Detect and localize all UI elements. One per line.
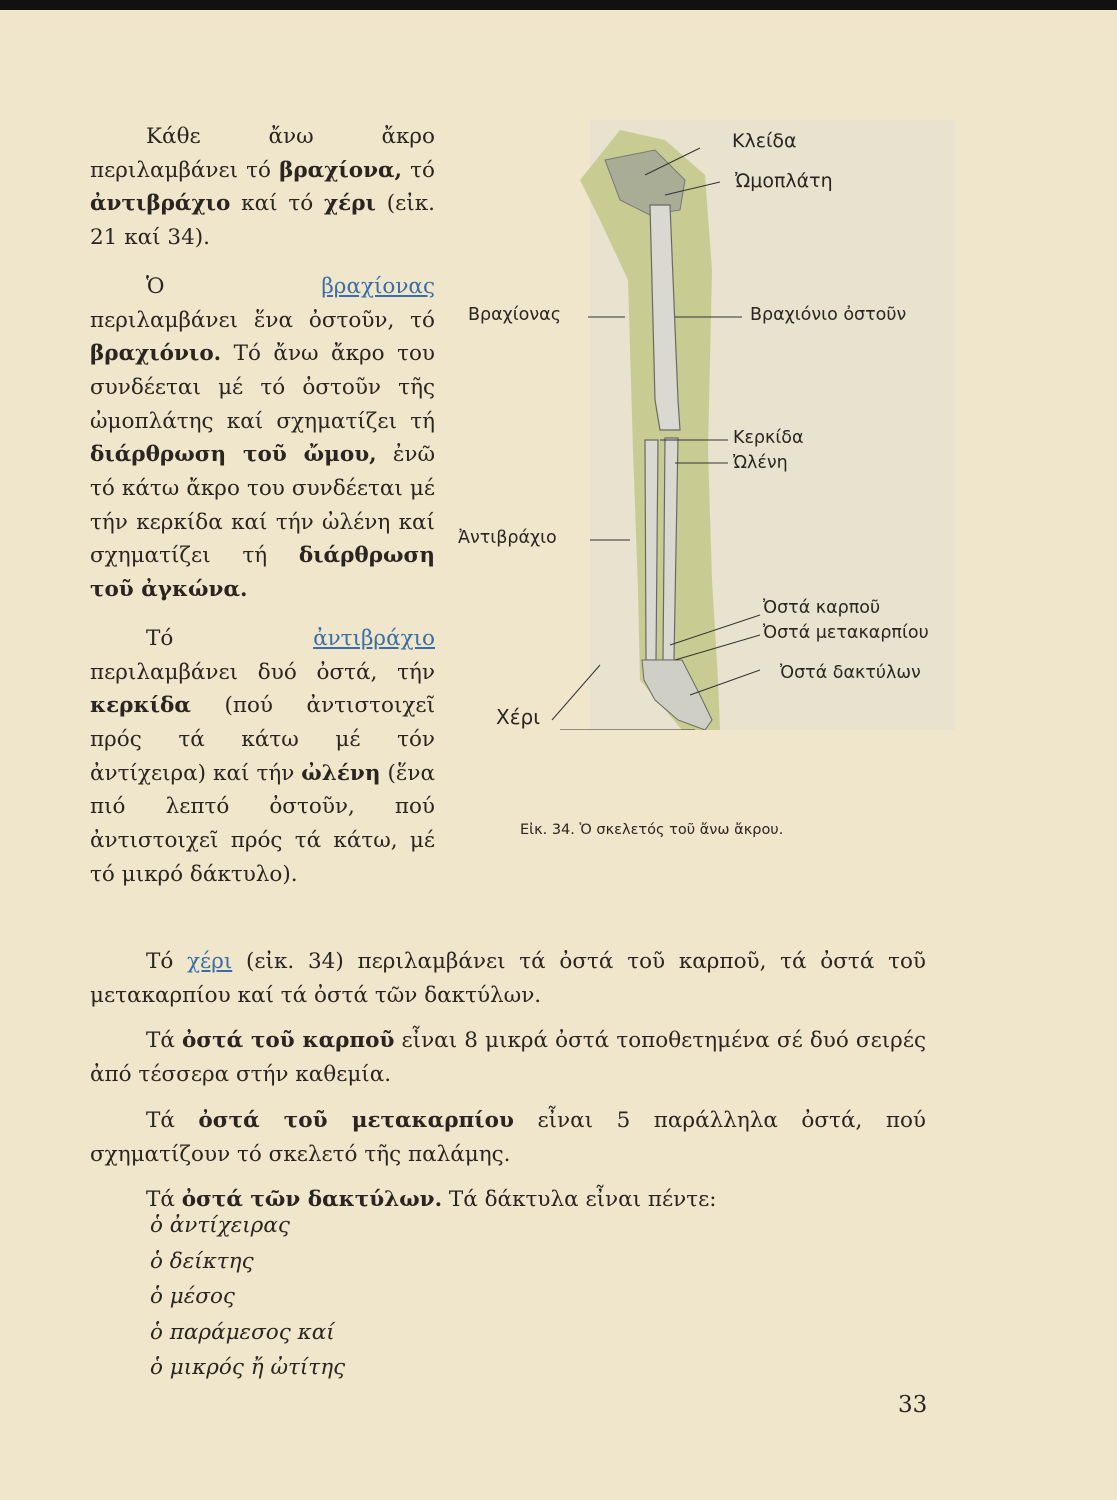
glossary-term: χέρι [187, 949, 233, 974]
label-arm: Βραχίονας [468, 305, 561, 325]
bold-term: κερκίδα [90, 693, 191, 719]
bold-term: ὠλένη [301, 760, 381, 786]
paragraph-forearm [90, 622, 435, 892]
paragraph-arm [90, 270, 435, 607]
left-column-text [90, 120, 435, 906]
radius-bone [645, 440, 658, 660]
text: Τά [146, 1187, 182, 1213]
label-carpal-bones: Ὀστά καρποῦ [763, 598, 881, 618]
text: (εἰκ. 34) περιλαμβάνει τά ὀστά τοῦ καρποῦ, τά ὀστά τοῦ μετακαρπίου καί τά ὀστά τῶν δακτύλων. [90, 949, 926, 1008]
label-ulna: Ὠλένη [733, 453, 788, 473]
text: Τό ἄνω ἄκρο του συνδέεται μέ τό ὀστοῦν τῆς ὠμοπλάτης καί σχηματίζει τή [90, 341, 435, 434]
paragraph-metacarpals [90, 1104, 926, 1171]
bold-term: διάρθρωση τοῦ ἀγκώνα. [90, 543, 435, 603]
arm-skeleton-figure [450, 120, 955, 730]
text: καί τό [230, 191, 325, 217]
list-item: ὁ μέσος [150, 1284, 235, 1309]
text: Ὁ [146, 273, 322, 299]
text: Τό [146, 949, 188, 974]
finger-list [150, 1208, 345, 1386]
text: (ἕνα πιό λεπτό ὀστοῦν, πού ἀντιστοιχεῖ πρός τά κάτω, μέ τό μικρό δάκτυλο). [90, 760, 435, 887]
bold-term: ὀστά τοῦ καρποῦ [181, 1028, 395, 1054]
text: ἐνῶ τό κάτω ἄκρο του συνδέεται μέ τήν κερκίδα καί τήν ὠλένη καί σχηματίζει τή [90, 442, 435, 569]
list-item: ὁ μικρός ἤ ὠτίτης [150, 1355, 346, 1380]
bold-term: βραχιόνιο. [90, 341, 222, 367]
list-item: ὁ δείκτης [150, 1248, 254, 1274]
glossary-term: βραχίονας [321, 273, 435, 299]
paragraph-upper-limb [90, 120, 435, 255]
list-item: ὁ παράμεσος καί [150, 1319, 335, 1345]
label-humerus: Βραχιόνιο ὀστοῦν [750, 305, 907, 325]
text: (πού ἀντιστοιχεῖ πρός τά κάτω μέ τόν ἀντίχειρα) καί τήν [90, 693, 435, 786]
bold-term: διάρθρωση τοῦ ὤμου, [90, 442, 377, 468]
bold-term: ὀστά τῶν δακτύλων. [181, 1187, 443, 1213]
body-text [90, 945, 926, 1229]
bold-term: ἀντιβράχιο [90, 191, 231, 217]
text: Κάθε ἄνω ἄκρο περιλαμβάνει τό [90, 124, 435, 183]
label-hand: Χέρι [496, 705, 540, 729]
page-number: 33 [898, 1392, 928, 1418]
text: Τά [146, 1028, 182, 1054]
paragraph-carpals [90, 1024, 926, 1091]
label-forearm: Ἀντιβράχιο [458, 528, 557, 548]
text: εἶναι 5 παράλληλα ὀστά, πού σχηματίζουν τό σκελετό τῆς παλάμης. [90, 1107, 926, 1167]
paragraph-hand [90, 945, 926, 1012]
label-scapula: Ὠμοπλάτη [735, 170, 833, 192]
glossary-term: ἀντιβράχιο [313, 625, 435, 651]
label-clavicle: Κλείδα [732, 130, 797, 152]
figure-caption: Εἰκ. 34. Ὁ σκελετός τοῦ ἄνω ἄκρου. [520, 822, 784, 838]
text: Τά δάκτυλα εἶναι πέντε: [442, 1187, 717, 1213]
page-top-edge [0, 0, 1117, 10]
text: (εἰκ. 21 καί 34). [90, 191, 435, 251]
text: περιλαμβάνει δυό ὀστά, τήν [90, 659, 435, 685]
text: Τό [146, 625, 314, 651]
text: εἶναι 8 μικρά ὀστά τοποθετημένα σέ δυό σειρές ἀπό τέσσερα στήν καθεμία. [90, 1028, 926, 1088]
list-item: ὁ ἀντίχειρας [150, 1213, 290, 1238]
label-phalanges: Ὀστά δακτύλων [780, 663, 921, 683]
label-radius: Κερκίδα [733, 428, 804, 448]
text: περιλαμβάνει ἕνα ὀστοῦν, τό [90, 307, 435, 333]
label-metacarpal-bones: Ὀστά μετακαρπίου [763, 623, 929, 643]
bold-term: χέρι [324, 191, 376, 217]
bold-term: ὀστά τοῦ μετακαρπίου [198, 1107, 514, 1133]
bold-term: βραχίονα, [279, 157, 403, 183]
text: τό [402, 157, 435, 183]
text: Τά [146, 1107, 199, 1133]
